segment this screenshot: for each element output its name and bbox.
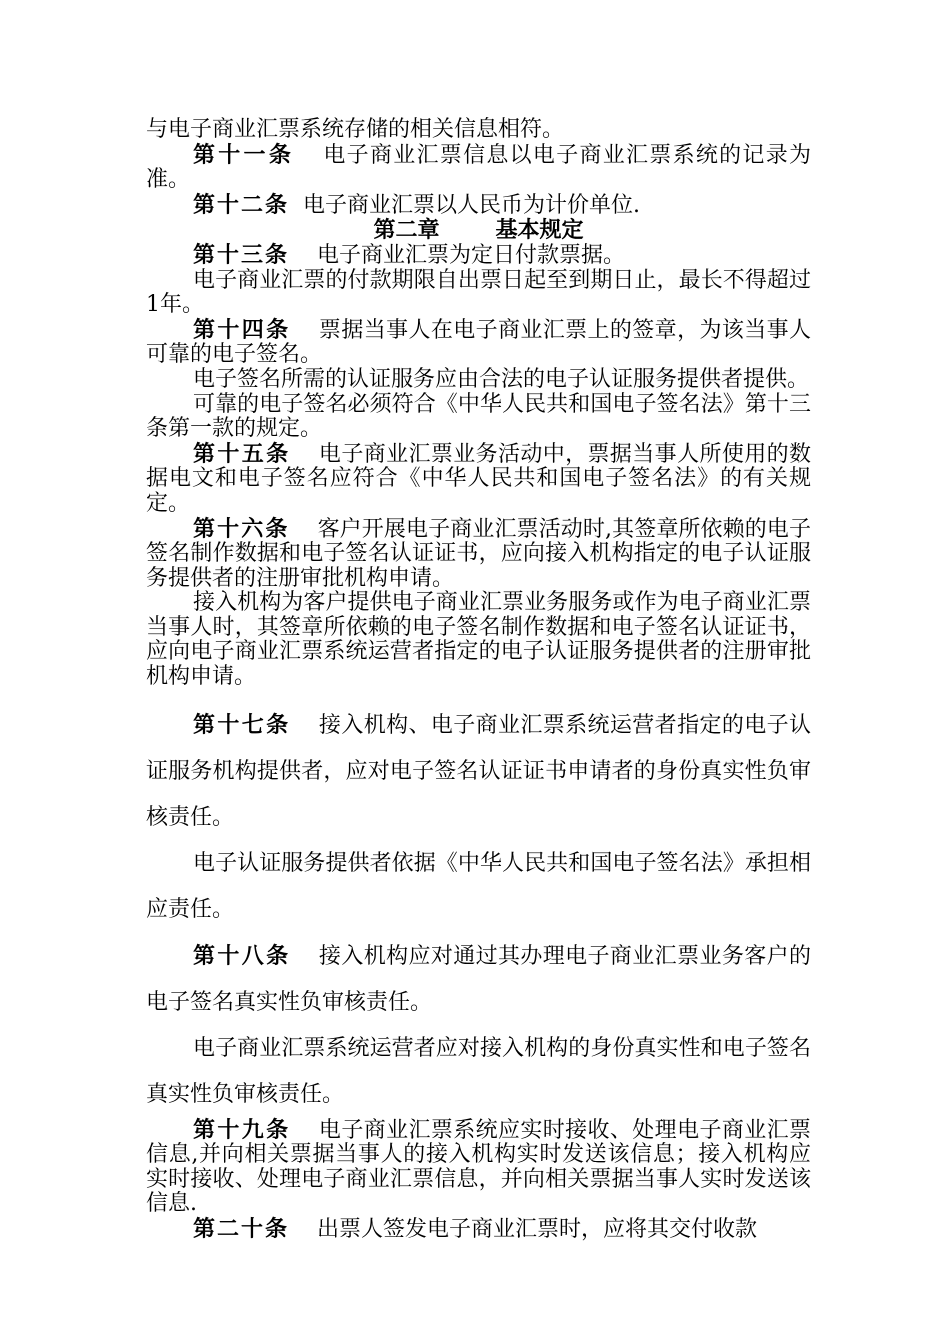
paragraph: 电子签名所需的认证服务应由合法的电子认证服务提供者提供。 [193,366,810,392]
paragraph: 电子认证服务提供者依据《中华人民共和国电子签名法》承担相应责任。 [146,850,811,922]
article-11: 第十一条 电子商业汇票信息以电子商业汇票系统的记录为准。 [146,141,811,193]
article-20: 第二十条 出票人签发电子商业汇票时，应将其交付收款 [193,1216,758,1243]
article-number: 第十三条 [193,241,290,268]
article-number: 第十五条 [193,440,291,467]
article-18: 第十八条 接入机构应对通过其办理电子商业汇票业务客户的电子签名真实性负审核责任。 [146,942,811,1015]
article-15: 第十五条 电子商业汇票业务活动中，票据当事人所使用的数据电文和电子签名应符合《中华人民共和国电子签名法》的有关规定。 [146,440,811,516]
article-14: 第十四条 票据当事人在电子商业汇票上的签章，为该当事人可靠的电子签名。 [146,316,811,368]
chapter-title: 基本规定 [495,217,584,244]
chapter-heading [146,218,811,243]
paragraph: 接入机构为客户提供电子商业汇票业务服务或作为电子商业汇票当事人时，其签章所依赖的电子签名制作数据和电子签名认证证书，应向电子商业汇票系统运营者指定的电子认证服务提供者的注册审批机构申请。 [146,590,811,690]
article-number: 第十四条 [193,316,291,343]
chapter-number: 第二章 [373,217,440,244]
article-13: 第十三条 电子商业汇票为定日付款票据。 [193,241,626,268]
article-number: 第十九条 [193,1116,291,1143]
paragraph: 电子商业汇票的付款期限自出票日起至到期日止，最长不得超过1年。 [146,267,811,318]
paragraph: 电子商业汇票系统运营者应对接入机构的身份真实性和电子签名真实性负审核责任。 [146,1035,811,1107]
article-19: 第十九条 电子商业汇票系统应实时接收、处理电子商业汇票信息,并向相关票据当事人的接入机构实时发送该信息；接入机构应实时接收、处理电子商业汇票信息，并向相关票据当事人实时发送该信息. [146,1116,811,1217]
article-number: 第十八条 [193,942,291,969]
article-16: 第十六条 客户开展电子商业汇票活动时,其签章所依赖的电子签名制作数据和电子签名认证证书，应向接入机构指定的电子认证服务提供者的注册审批机构申请。 [146,515,811,591]
paragraph: 可靠的电子签名必须符合《中华人民共和国电子签名法》第十三条第一款的规定。 [146,391,811,442]
article-number: 第十一条 [193,141,295,168]
document-page [146,118,811,1243]
article-number: 第十六条 [193,515,290,542]
article-number: 第十二条 [193,191,290,218]
paragraph-continuation: 与电子商业汇票系统存储的相关信息相符。 [146,117,565,142]
article-number: 第二十条 [193,1216,290,1243]
article-12: 第十二条 电子商业汇票以人民币为计价单位. [193,191,641,218]
article-number: 第十七条 [193,711,291,738]
article-17: 第十七条 接入机构、电子商业汇票系统运营者指定的电子认证服务机构提供者，应对电子签名认证证书申请者的身份真实性负审核责任。 [146,711,811,830]
